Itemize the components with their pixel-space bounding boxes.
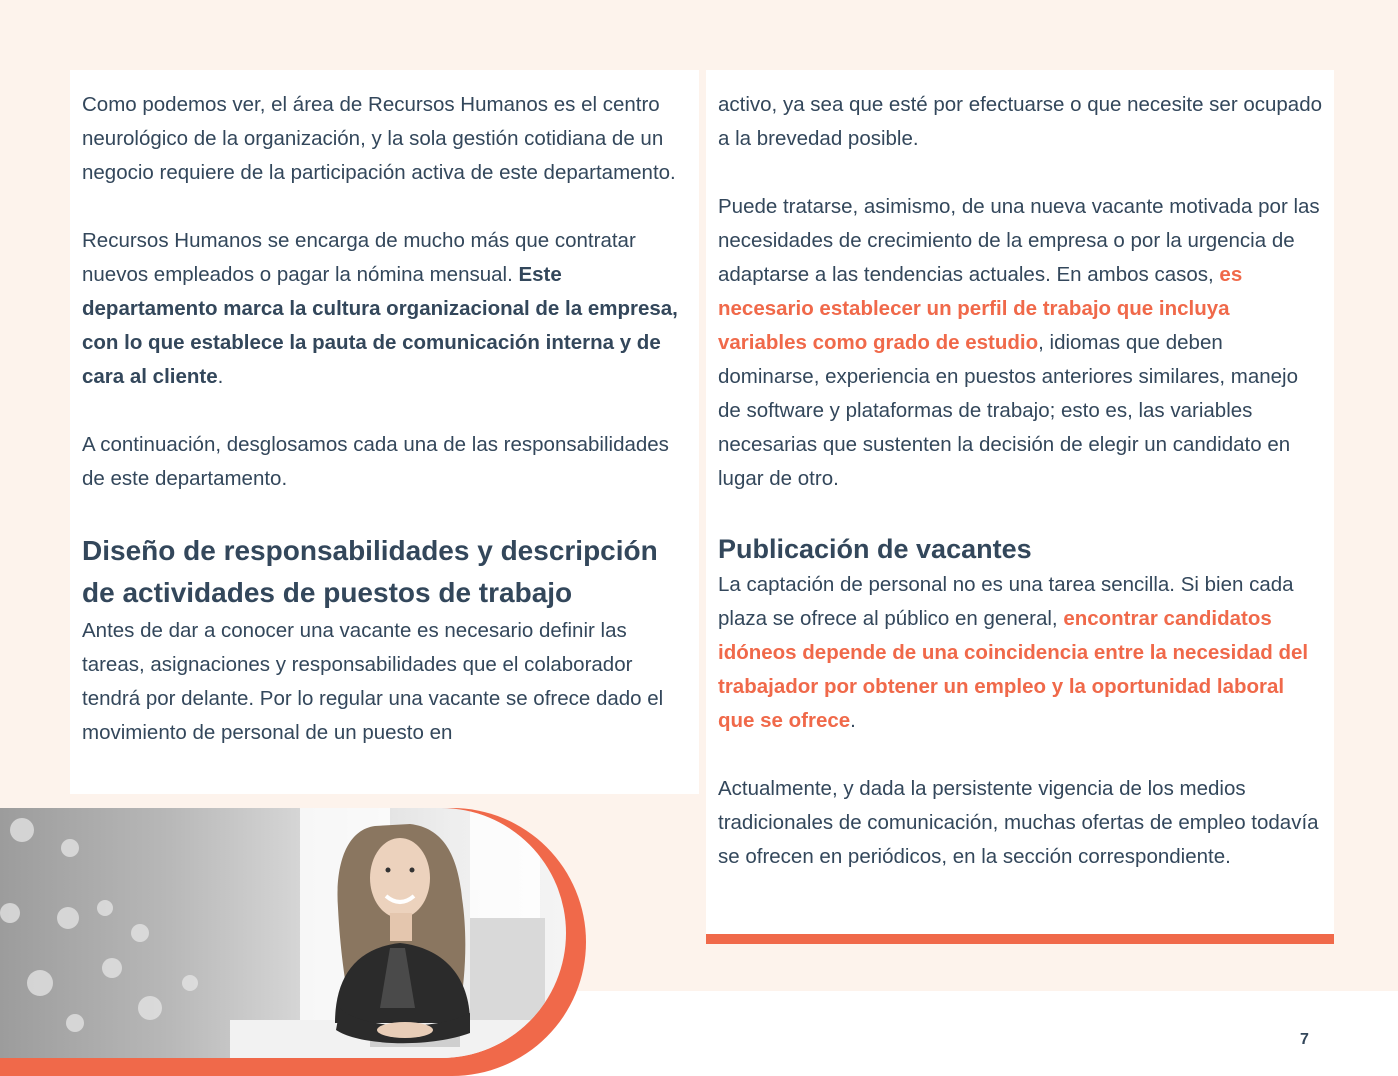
right-paragraph-3-end: . xyxy=(850,709,856,732)
right-paragraph-3-accent: encontrar candidatos idóneos depende de una coincidencia entre la necesidad del trabajador por obtener un empleo y la oportunidad laboral que se ofrece xyxy=(718,607,1309,732)
left-paragraph-2-end: . xyxy=(217,365,224,388)
left-paragraph-2 xyxy=(82,224,687,394)
left-paragraph-1: Como podemos ver, el área de Recursos Humanos es el centro neurológico de la organización, y la sola gestión cotidiana de un negocio requiere de la participación activa de este departamento. xyxy=(82,93,676,184)
right-text-card xyxy=(706,70,1334,934)
right-paragraph-2 xyxy=(718,190,1322,496)
left-paragraph-4: Antes de dar a conocer una vacante es necesario definir las tareas, asignaciones y responsabilidades que el colaborador tendrá por delante. Por lo regular una vacante se ofrece dado el movimiento de personal de un puesto en xyxy=(82,619,664,744)
photo-illustration xyxy=(0,808,566,1058)
photo-frame xyxy=(0,808,600,1076)
section-heading-job-posting: Publicación de vacantes xyxy=(718,534,1032,564)
right-paragraph-1: activo, ya sea que esté por efectuarse o que necesite ser ocupado a la brevedad posible. xyxy=(718,93,1322,150)
right-paragraph-2-accent: es necesario establecer un perfil de trabajo que incluya variables como grado de estudio xyxy=(718,263,1243,354)
left-paragraph-3: A continuación, desglosamos cada una de las responsabilidades de este departamento. xyxy=(82,433,669,490)
left-paragraph-2-start: Recursos Humanos se encarga de mucho más que contratar nuevos empleados o pagar la nómina mensual. xyxy=(82,229,636,286)
right-paragraph-4: Actualmente, y dada la persistente vigencia de los medios tradicionales de comunicación, muchas ofertas de empleo todavía se ofrecen en periódicos, en la sección correspondiente. xyxy=(718,777,1319,868)
office-woman-photo xyxy=(0,808,566,1058)
section-heading-job-design: Diseño de responsabilidades y descripción de actividades de puestos de trabajo xyxy=(82,535,658,608)
accent-bar xyxy=(706,934,1334,944)
page-number: 7 xyxy=(1300,1031,1309,1048)
right-paragraph-3 xyxy=(718,568,1322,738)
right-paragraph-2-end: , idiomas que deben dominarse, experiencia en puestos anteriores similares, manejo de software y plataformas de trabajo; esto es, las variables necesarias que sustenten la decisión de elegir un candidato en lugar de otro. xyxy=(718,331,1298,490)
left-paragraph-2-bold: Este departamento marca la cultura organizacional de la empresa, con lo que establece la pauta de comunicación interna y de cara al cliente xyxy=(82,263,678,388)
left-text-card xyxy=(70,70,699,794)
right-paragraph-3-start: La captación de personal no es una tarea sencilla. Si bien cada plaza se ofrece al público en general, xyxy=(718,573,1294,630)
right-paragraph-2-start: Puede tratarse, asimismo, de una nueva vacante motivada por las necesidades de crecimiento de la empresa o por la urgencia de adaptarse a las tendencias actuales. En ambos casos, xyxy=(718,195,1320,286)
